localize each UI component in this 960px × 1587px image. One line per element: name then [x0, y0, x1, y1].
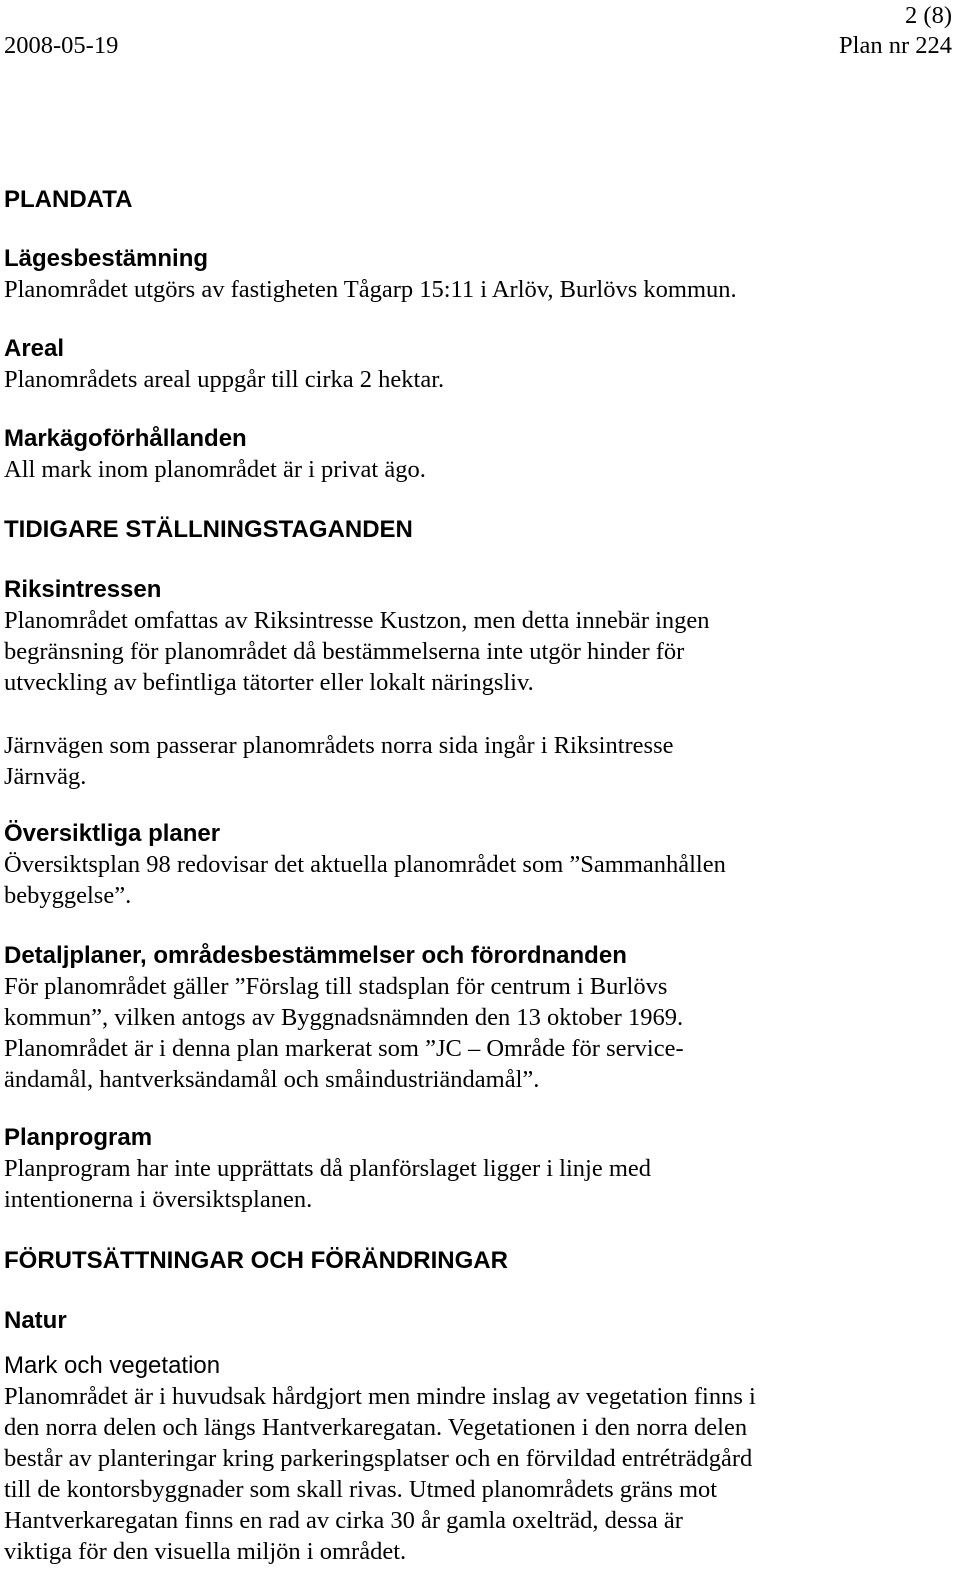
- text-line: intentionerna i översiktsplanen.: [4, 1186, 313, 1213]
- paragraph-mark-och-vegetation: [4, 1381, 756, 1567]
- heading-markagoforhallanden: Markägoförhållanden: [4, 425, 247, 452]
- heading-detaljplaner: Detaljplaner, områdesbestämmelser och förordnanden: [4, 942, 627, 969]
- heading-lagesbestamning: Lägesbestämning: [4, 245, 209, 272]
- text-line: ändamål, hantverksändamål och småindustriändamål”.: [4, 1066, 540, 1093]
- text-line: till de kontorsbyggnader som skall rivas. Utmed planområdets gräns mot: [4, 1476, 718, 1503]
- heading-oversiktliga-planer: Översiktliga planer: [4, 820, 221, 847]
- section-title-tidigare: TIDIGARE STÄLLNINGSTAGANDEN: [4, 516, 413, 543]
- page-number: 2 (8): [905, 2, 952, 29]
- text-line: viktiga för den visuella miljön i området.: [4, 1538, 407, 1565]
- subheading-mark-och-vegetation: Mark och vegetation: [4, 1352, 221, 1379]
- section-title-plandata: PLANDATA: [4, 186, 133, 213]
- text-markagoforhallanden: All mark inom planområdet är i privat ägo.: [4, 456, 426, 483]
- text-line: Planområdet är i denna plan markerat som ”JC – Område för service-: [4, 1035, 684, 1062]
- text-line: För planområdet gäller ”Förslag till stadsplan för centrum i Burlövs: [4, 973, 668, 1000]
- text-line: utveckling av befintliga tätorter eller lokalt näringsliv.: [4, 669, 534, 696]
- section-title-forutsattningar: FÖRUTSÄTTNINGAR OCH FÖRÄNDRINGAR: [4, 1247, 508, 1274]
- text-line: begränsning för planområdet då bestämmelserna inte utgör hinder för: [4, 638, 685, 665]
- text-line: Planområdet är i huvudsak hårdgjort men mindre inslag av vegetation finns i: [4, 1383, 756, 1410]
- plan-number: Plan nr 224: [839, 32, 952, 59]
- text-line: Järnvägen som passerar planområdets norra sida ingår i Riksintresse: [4, 732, 674, 759]
- paragraph-planprogram: [4, 1153, 651, 1215]
- text-line: bebyggelse”.: [4, 882, 132, 909]
- paragraph-riksintressen-2: [4, 730, 673, 792]
- text-line: Hantverkaregatan finns en rad av cirka 30 år gamla oxelträd, dessa är: [4, 1507, 683, 1534]
- text-line: Järnväg.: [4, 763, 87, 790]
- text-line: Planområdet omfattas av Riksintresse Kustzon, men detta innebär ingen: [4, 607, 710, 634]
- text-line: den norra delen och längs Hantverkaregatan. Vegetationen i den norra delen: [4, 1414, 748, 1441]
- text-lagesbestamning: Planområdet utgörs av fastigheten Tågarp 15:11 i Arlöv, Burlövs kommun.: [4, 276, 737, 303]
- document-date: 2008-05-19: [4, 32, 119, 59]
- paragraph-detaljplaner: [4, 971, 684, 1095]
- heading-planprogram: Planprogram: [4, 1124, 153, 1151]
- text-line: Planprogram har inte upprättats då planförslaget ligger i linje med: [4, 1155, 652, 1182]
- text-areal: Planområdets areal uppgår till cirka 2 hektar.: [4, 366, 445, 393]
- text-line: Översiktsplan 98 redovisar det aktuella planområdet som ”Sammanhållen: [4, 851, 726, 878]
- text-line: består av planteringar kring parkeringsplatser och en förvildad entréträdgård: [4, 1445, 753, 1472]
- heading-natur: Natur: [4, 1307, 67, 1334]
- heading-riksintressen: Riksintressen: [4, 576, 162, 603]
- heading-areal: Areal: [4, 335, 65, 362]
- text-line: kommun”, vilken antogs av Byggnadsnämnden den 13 oktober 1969.: [4, 1004, 684, 1031]
- paragraph-oversiktliga-planer: [4, 849, 726, 911]
- paragraph-riksintressen-1: [4, 605, 710, 698]
